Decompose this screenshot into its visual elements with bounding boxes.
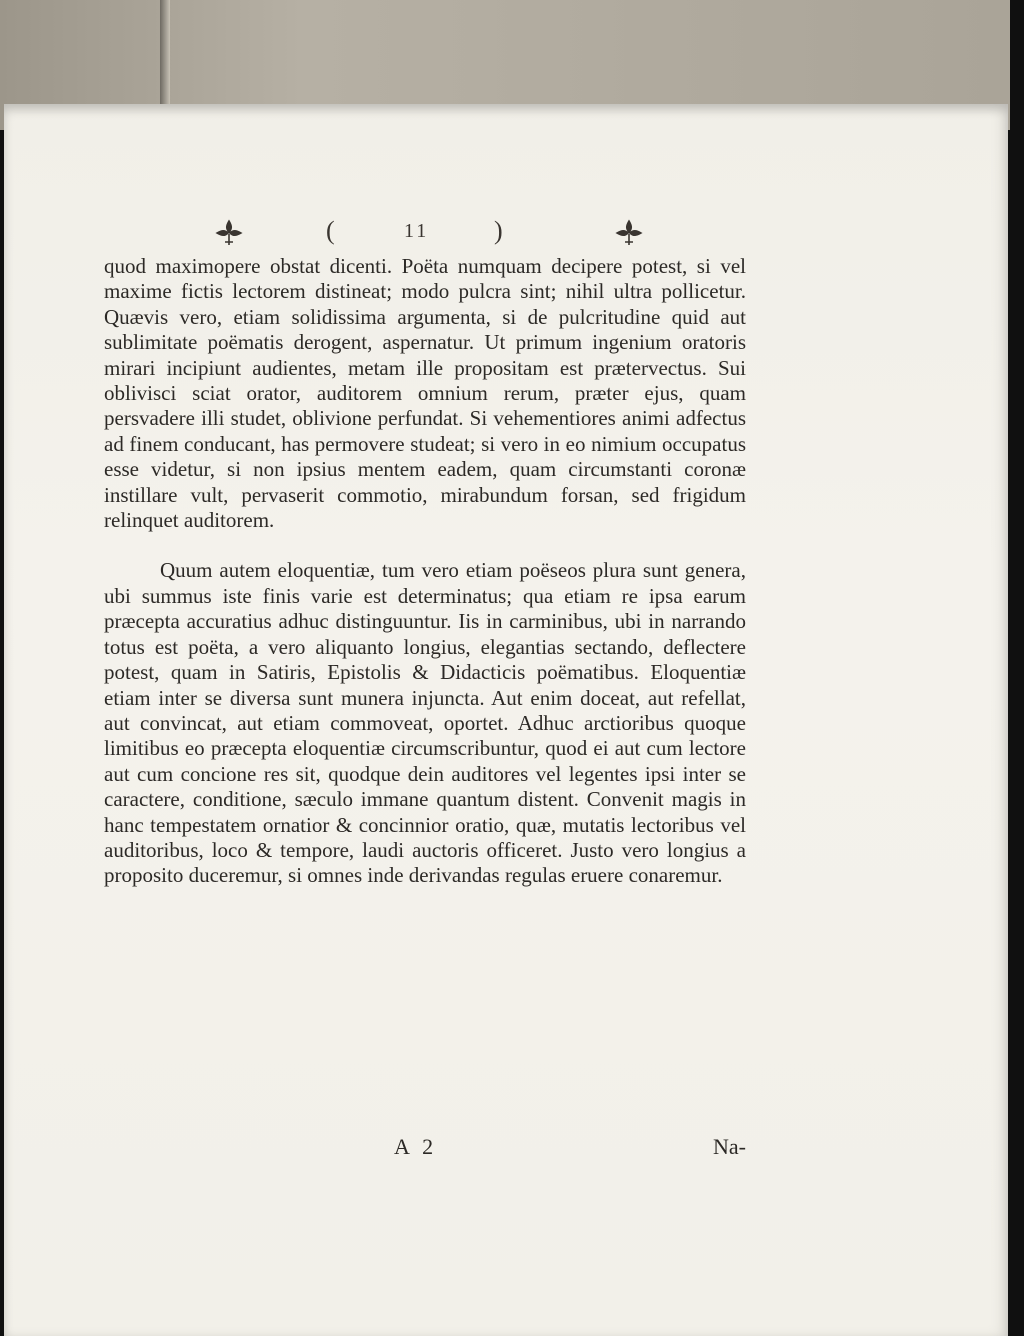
running-header bbox=[214, 216, 644, 256]
header-open-paren: ( bbox=[326, 216, 335, 245]
catchword: Na- bbox=[713, 1134, 746, 1159]
paragraph: Quum autem eloquentiæ, tum vero etiam poëseos plura sunt genera, ubi summus iste finis varie est determinatus; qua etiam re ipsa earum præcepta accuratius adhuc distinguuntur. Iis in carminibus, ubi in narrando totus est poëta, a vero aliquanto longius, elegantias sectando, deflectere potest, quam in Satiris, Epistolis & Didacticis poëmatibus. Eloquentiæ etiam inter se diversa sunt munera injuncta. Aut enim doceat, aut refellat, aut convincat, aut etiam commoveat, oportet. Adhuc arctioribus quoque limitibus eo præcepta eloquentiæ circumscribuntur, quod ei aut cum lectore aut cum concione res sit, quodque dein auditores vel legentes ipsi inter se caractere, conditione, sæculo immane quantum distent. Convenit magis in hanc tempestatem ornatior & concinnior oratio, quæ, mutatis lectoribus vel auditoribus, loco & tempore, laudi auctoris officeret. Justo vero longius a proposito duceremur, si omnes inde derivandas regulas eruere conaremur. bbox=[104, 558, 746, 888]
page-fold-edge bbox=[160, 0, 170, 120]
body-text bbox=[104, 254, 746, 889]
header-close-paren: ) bbox=[494, 216, 503, 245]
fleuron-icon bbox=[214, 218, 244, 248]
fleuron-icon bbox=[614, 218, 644, 248]
paragraph: quod maximopere obstat dicenti. Poëta numquam decipere potest, si vel maxime fictis lectorem distineat; modo pulcra sint; nihil ultra pollicetur. Quævis vero, etiam solidissima argumenta, si de pulcritudine quid aut sublimitate poëmatis derogent, aspernatur. Ut primum ingenium oratoris mirari incipiunt audientes, metam ille propositam est prætervectus. Sui oblivisci sciat orator, auditorem omnium rerum, præter ejus, quam persvadere illi studet, oblivione perfundat. Si vehementiores animi adfectus ad finem conducant, has permovere studeat; si vero in eo nimium occupatus esse videtur, si non ipsius mentem eadem, quam circumstanti coronæ instillare vult, pervaserit commotio, mirabundum forsan, sed frigidum relinquet auditorem. bbox=[104, 254, 746, 533]
book-page bbox=[4, 104, 1008, 1336]
signature-mark: A 2 bbox=[394, 1134, 438, 1159]
page-number: 11 bbox=[404, 220, 430, 242]
page-footer bbox=[104, 1134, 746, 1164]
